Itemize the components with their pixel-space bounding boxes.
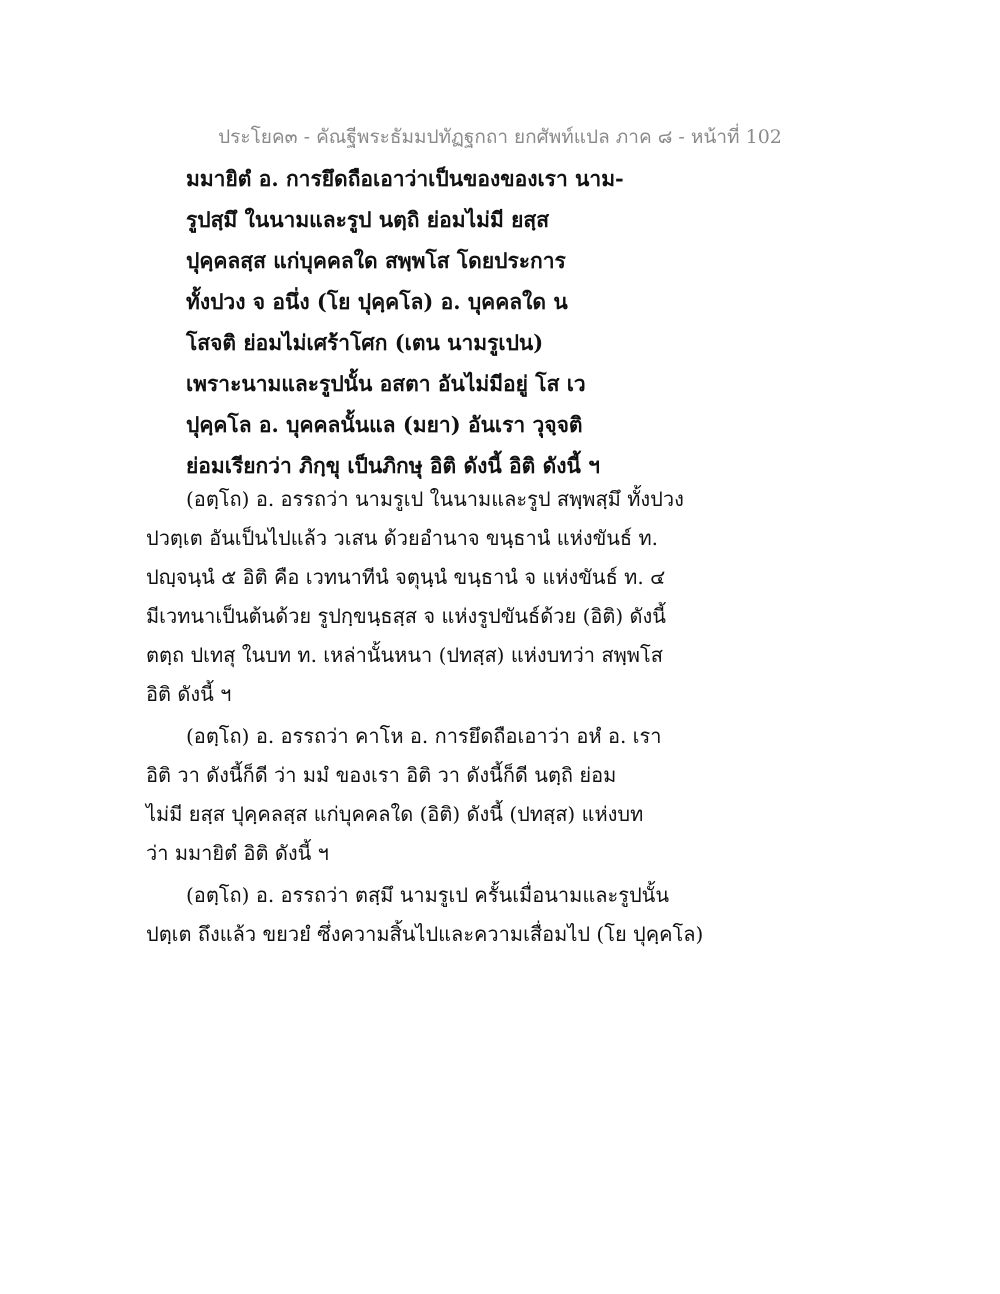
- verse-line: ทั้งปวง จ อนึ่ง (โย ปุคฺคโล) อ. บุคคลใด น: [186, 289, 568, 314]
- verse-line: ปุคฺคโล อ. บุคคลนั้นแล (มยา) อันเรา วุจฺจติ: [186, 412, 583, 437]
- commentary-block: [146, 480, 706, 957]
- verse-line: โสจติ ย่อมไม่เศร้าโศก (เตน นามรูเปน): [186, 330, 544, 355]
- commentary-paragraph-2: [146, 717, 706, 873]
- verse-line: เพราะนามและรูปนั้น อสตา อันไม่มีอยู่ โส เว: [186, 371, 586, 396]
- paragraph-line: ปญฺจนฺนํ ๕ อิติ คือ เวทนาทีนํ จตุนฺนํ ขนฺธานํ จ แห่งขันธ์ ท. ๔: [146, 565, 666, 589]
- verse-line: รูปสฺมึ ในนามและรูป นตฺถิ ย่อมไม่มี ยสฺส: [186, 207, 550, 232]
- paragraph-line: ปตฺเต ถึงแล้ว ขยวยํ ซึ่งความสิ้นไปและความเสื่อมไป (โย ปุคฺคโล): [146, 922, 704, 946]
- paragraph-line: มีเวทนาเป็นต้นด้วย รูปกฺขนฺธสฺส จ แห่งรูปขันธ์ด้วย (อิติ) ดังนี้: [146, 604, 666, 628]
- paragraph-line: ปวตฺเต อันเป็นไปแล้ว วเสน ด้วยอำนาจ ขนฺธานํ แห่งขันธ์ ท.: [146, 526, 659, 550]
- paragraph-line: (อตฺโถ) อ. อรรถว่า คาโห อ. การยึดถือเอาว่า อหํ อ. เรา: [186, 724, 662, 748]
- paragraph-line: ไม่มี ยสฺส ปุคฺคลสฺส แก่บุคคลใด (อิติ) ดังนี้ (ปทสฺส) แห่งบท: [146, 802, 644, 826]
- paragraph-line: (อตฺโถ) อ. อรรถว่า นามรูเป ในนามและรูป สพฺพสฺมึ ทั้งปวง: [186, 487, 684, 511]
- commentary-paragraph-1: [146, 480, 706, 714]
- verse-block: [186, 158, 706, 486]
- paragraph-line: ว่า มมายิตํ อิติ ดังนี้ ฯ: [146, 841, 329, 865]
- paragraph-line: (อตฺโถ) อ. อรรถว่า ตสฺมึ นามรูเป ครั้นเมื่อนามและรูปนั้น: [186, 883, 669, 907]
- commentary-paragraph-3: [146, 876, 706, 954]
- paragraph-line: อิติ วา ดังนี้ก็ดี ว่า มมํ ของเรา อิติ วา ดังนี้ก็ดี นตฺถิ ย่อม: [146, 763, 617, 787]
- paragraph-line: ตตฺถ ปเทสุ ในบท ท. เหล่านั้นหนา (ปทสฺส) แห่งบทว่า สพฺพโส: [146, 643, 663, 667]
- paragraph-line: อิติ ดังนี้ ฯ: [146, 682, 232, 706]
- verse-line: มมายิตํ อ. การยึดถือเอาว่าเป็นของของเรา นาม-: [186, 166, 624, 191]
- verse-line: ปุคฺคลสฺส แก่บุคคลใด สพฺพโส โดยประการ: [186, 248, 566, 273]
- page-header: ประโยค๓ - คัณฐีพระธัมมปทัฏฐกถา ยกศัพท์แปล ภาค ๘ - หน้าที่ 102: [218, 126, 782, 148]
- verse-line: ย่อมเรียกว่า ภิกฺขุ เป็นภิกษุ อิติ ดังนี้ อิติ ดังนี้ ฯ: [186, 453, 600, 478]
